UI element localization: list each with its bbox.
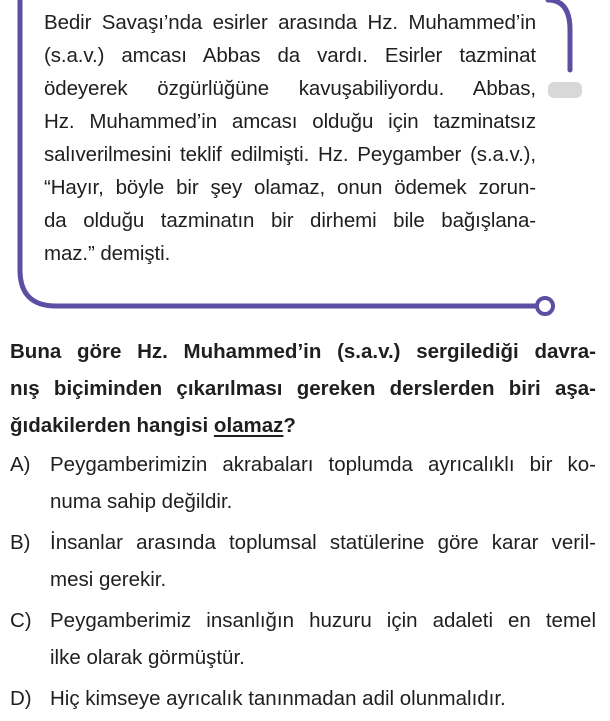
question-text-prefix: ğıdakilerden hangisi (10, 414, 214, 437)
passage-frame (0, 0, 610, 330)
passage-line: Hz. Muhammed’in amcası olduğu için tazminatsız (44, 110, 536, 133)
option-text: Peygamberimizin akrabaları toplumda ayrıcalıklı bir ko- (50, 453, 596, 476)
passage-line: ödeyerek özgürlüğüne kavuşabiliyordu. Abbas, (44, 77, 536, 100)
option-letter: B) (10, 531, 31, 554)
option-text: numa sahip değildir. (50, 490, 233, 513)
passage-line: Bedir Savaşı’nda esirler arasında Hz. Muhammed’in (44, 11, 536, 34)
question-line: Buna göre Hz. Muhammed’in (s.a.v.) sergilediği davra- (10, 340, 596, 363)
option-text: mesi gerekir. (50, 568, 167, 591)
option-a[interactable] (10, 446, 596, 520)
passage-line: “Hayır, böyle bir şey olamaz, onun ödemek zorun- (44, 176, 536, 199)
option-text: Hiç kimseye ayrıcalık tanınmadan adil olunmalıdır. (50, 687, 506, 710)
passage-line: maz.” demişti. (44, 242, 171, 265)
option-text: ilke olarak görmüştür. (50, 646, 245, 669)
answer-options (10, 446, 596, 721)
option-letter: A) (10, 453, 31, 476)
question-text-suffix: ? (283, 414, 296, 437)
frame-end-circle (537, 298, 553, 314)
question-line: nış biçiminden çıkarılması gereken derslerden biri aşa- (10, 377, 596, 400)
passage-line: salıverilmesini teklif edilmişti. Hz. Peygamber (s.a.v.), (44, 143, 536, 166)
option-c[interactable] (10, 602, 596, 676)
option-letter: C) (10, 609, 32, 632)
question-stem (10, 333, 596, 444)
option-text: Peygamberimiz insanlığın huzuru için adaleti en temel (50, 609, 596, 632)
frame-tab-shadow (548, 82, 582, 98)
passage-line: (s.a.v.) amcası Abbas da vardı. Esirler tazminat (44, 44, 536, 67)
option-letter: D) (10, 687, 32, 710)
option-text: İnsanlar arasında toplumsal statülerine göre karar veril- (50, 531, 596, 554)
question-emphasis: olamaz (213, 414, 284, 437)
option-d[interactable] (10, 680, 596, 717)
question-line (10, 407, 596, 444)
passage-line: da olduğu tazminatın bir dirhemi bile bağışlana- (44, 209, 536, 232)
option-b[interactable] (10, 524, 596, 598)
passage-text (44, 6, 536, 270)
